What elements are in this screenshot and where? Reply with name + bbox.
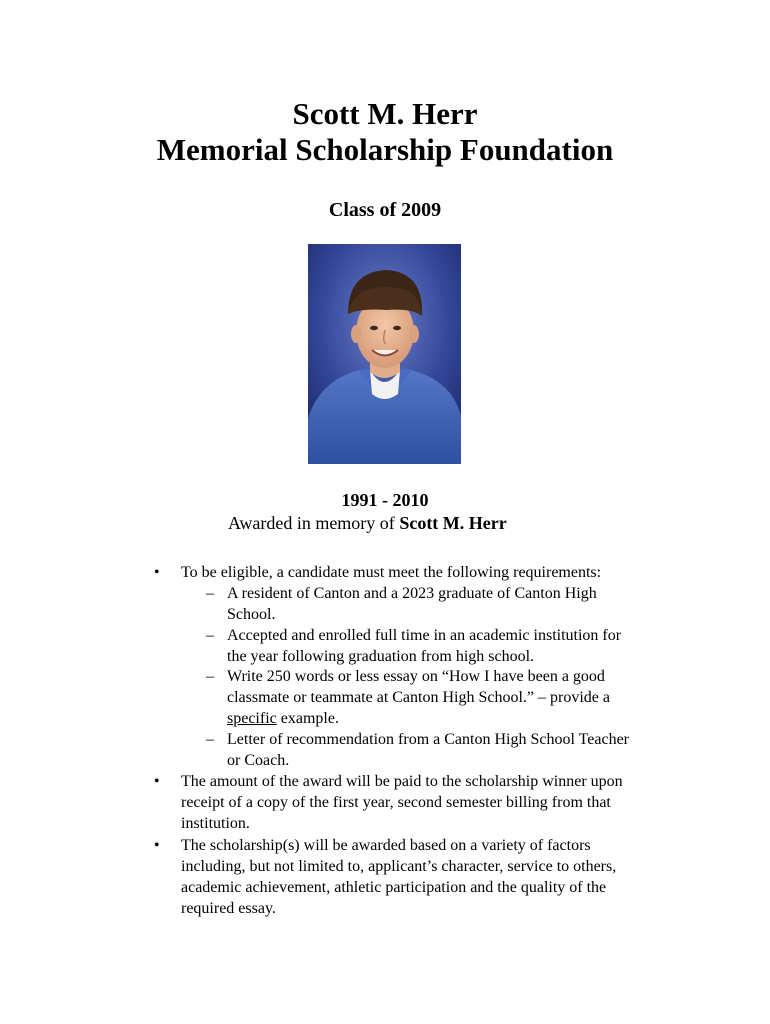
page-subtitle: Memorial Scholarship Foundation xyxy=(156,132,614,167)
memorial-dedication xyxy=(228,512,507,534)
dash-marker: – xyxy=(206,668,214,685)
award-payment-text-cont: receipt of a copy of the first year, second semester billing from that xyxy=(181,794,611,811)
requirement-recommendation: Letter of recommendation from a Canton High School Teacher xyxy=(227,731,630,748)
requirement-residency: A resident of Canton and a 2023 graduate of Canton High xyxy=(227,585,597,602)
award-payment-text-end: institution. xyxy=(181,815,250,832)
requirement-essay-cont: classmate or teammate at Canton High School.” – provide a xyxy=(227,689,610,706)
requirement-enrollment: Accepted and enrolled full time in an academic institution for xyxy=(227,627,622,644)
class-year: Class of 2009 xyxy=(328,199,442,221)
bullet-marker: • xyxy=(154,773,160,790)
requirement-enrollment-cont: the year following graduation from high school. xyxy=(227,648,535,665)
dash-marker: – xyxy=(206,585,214,602)
page-title: Scott M. Herr xyxy=(292,96,478,131)
selection-criteria-text-cont: including, but not limited to, applicant’s character, service to others, xyxy=(181,858,617,875)
selection-criteria-text-end: required essay. xyxy=(181,900,276,917)
essay-end-text: example. xyxy=(276,710,339,727)
requirement-recommendation-cont: or Coach. xyxy=(227,752,290,769)
emphasis-specific: specific xyxy=(227,710,277,727)
requirement-residency-cont: School. xyxy=(227,606,276,623)
award-payment-text: The amount of the award will be paid to the scholarship winner upon xyxy=(181,773,623,790)
requirements-intro: To be eligible, a candidate must meet the following requirements: xyxy=(181,564,602,581)
bullet-marker: • xyxy=(154,837,160,854)
bullet-marker: • xyxy=(154,564,160,581)
dedication-prefix: Awarded in memory of xyxy=(228,513,395,533)
dash-marker: – xyxy=(206,627,214,644)
memorial-years: 1991 - 2010 xyxy=(341,490,429,510)
student-portrait-photo xyxy=(308,244,461,464)
selection-criteria-text-cont2: academic achievement, athletic participation and the quality of the xyxy=(181,879,607,896)
requirement-essay: Write 250 words or less essay on “How I have been a good xyxy=(227,668,605,685)
requirement-essay-end xyxy=(227,708,339,729)
dash-marker: – xyxy=(206,731,214,748)
selection-criteria-text: The scholarship(s) will be awarded based on a variety of factors xyxy=(181,837,591,854)
dedication-name: Scott M. Herr xyxy=(399,513,507,533)
